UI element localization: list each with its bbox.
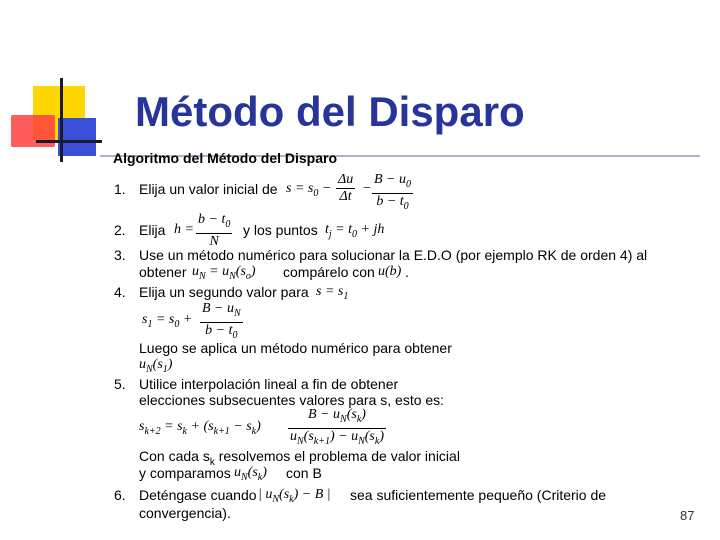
step-number: 5. — [114, 376, 126, 392]
step-1-text: Elija un valor inicial de — [139, 181, 278, 197]
step-6-rest: sea suficientemente pequeño (Criterio de — [350, 487, 607, 503]
step-3-dot: . — [405, 264, 409, 280]
step-1-minus: − — [362, 181, 372, 196]
step-number: 1. — [114, 181, 126, 197]
step-5-line-3: Con cada $s_k$ resolvemos el problema de valor inicial — [139, 448, 460, 468]
step-6-abs: | $u_N(s_k) - B$ | — [258, 487, 331, 505]
step-number: 6. — [114, 487, 126, 503]
page-number: 87 — [680, 508, 695, 523]
step-number: 2. — [114, 222, 126, 238]
step-5-lhs: $s_{k+2} = s_k + (s_{k+1} - s_k)$ — [139, 419, 261, 437]
step-2-mid: y los puntos — [243, 222, 318, 238]
step-4-u: $u_N(s_1)$ — [139, 357, 173, 375]
step-5-line-1: Utilice interpolación lineal a fin de obtener — [139, 376, 399, 392]
step-3-line-1: Use un método numérico para solucionar la E.D.O (por ejemplo RK de orden 4) al — [139, 247, 648, 263]
slide-title: Método del Disparo — [135, 88, 525, 135]
step-5-con-b: con B — [286, 465, 322, 481]
algorithm-heading: Algoritmo del Método del Disparo — [113, 150, 338, 166]
step-1-fraction-2: $\frac{B - u_0}{b - t_0}$ — [374, 172, 411, 212]
step-5-u: $u_N(s_k)$ — [234, 465, 267, 483]
step-3-formula: $u_N = u_N(s_o)$ — [192, 264, 256, 282]
step-4-text: Elija un segundo valor para — [139, 284, 309, 300]
step-2-points: $t_j = t_0$ + jh — [325, 222, 385, 240]
step-4-luego: Luego se aplica un método numérico para obtener — [139, 340, 452, 356]
step-1-fraction-1: $\frac{\Delta u}{\Delta t}$ — [338, 172, 354, 204]
step-6-line-2: convergencia). — [139, 505, 231, 521]
step-1-lhs: $s = s_0$ − — [286, 181, 332, 199]
step-3-ub: u(b) — [378, 264, 402, 279]
step-6-text: Deténgase cuando — [139, 487, 257, 503]
step-2-h: h = — [174, 222, 194, 237]
step-number: 3. — [114, 247, 126, 263]
step-5-fraction: $\frac{B - u_N(s_k)}{u_N(s_{k+1}) - u_N(s_k)}$ — [290, 407, 385, 447]
step-2-fraction: $\frac{b - t_0}{N}$ — [198, 212, 231, 249]
step-3-compare: compárelo con — [283, 264, 375, 280]
step-2-text: Elija — [139, 222, 166, 238]
step-number: 4. — [114, 284, 126, 300]
step-3-line-2: obtener — [139, 264, 187, 280]
step-4-fraction: $\frac{B - u_N}{b - t_0}$ — [202, 301, 241, 341]
step-4-lhs: $s_1 = s_0$ + — [142, 312, 193, 330]
step-4-s: $s = s_1$ — [316, 284, 349, 302]
step-5-line-4: y comparamos — [139, 465, 231, 481]
step-5-line-2: elecciones subsecuentes valores para s, esto es: — [139, 392, 445, 408]
